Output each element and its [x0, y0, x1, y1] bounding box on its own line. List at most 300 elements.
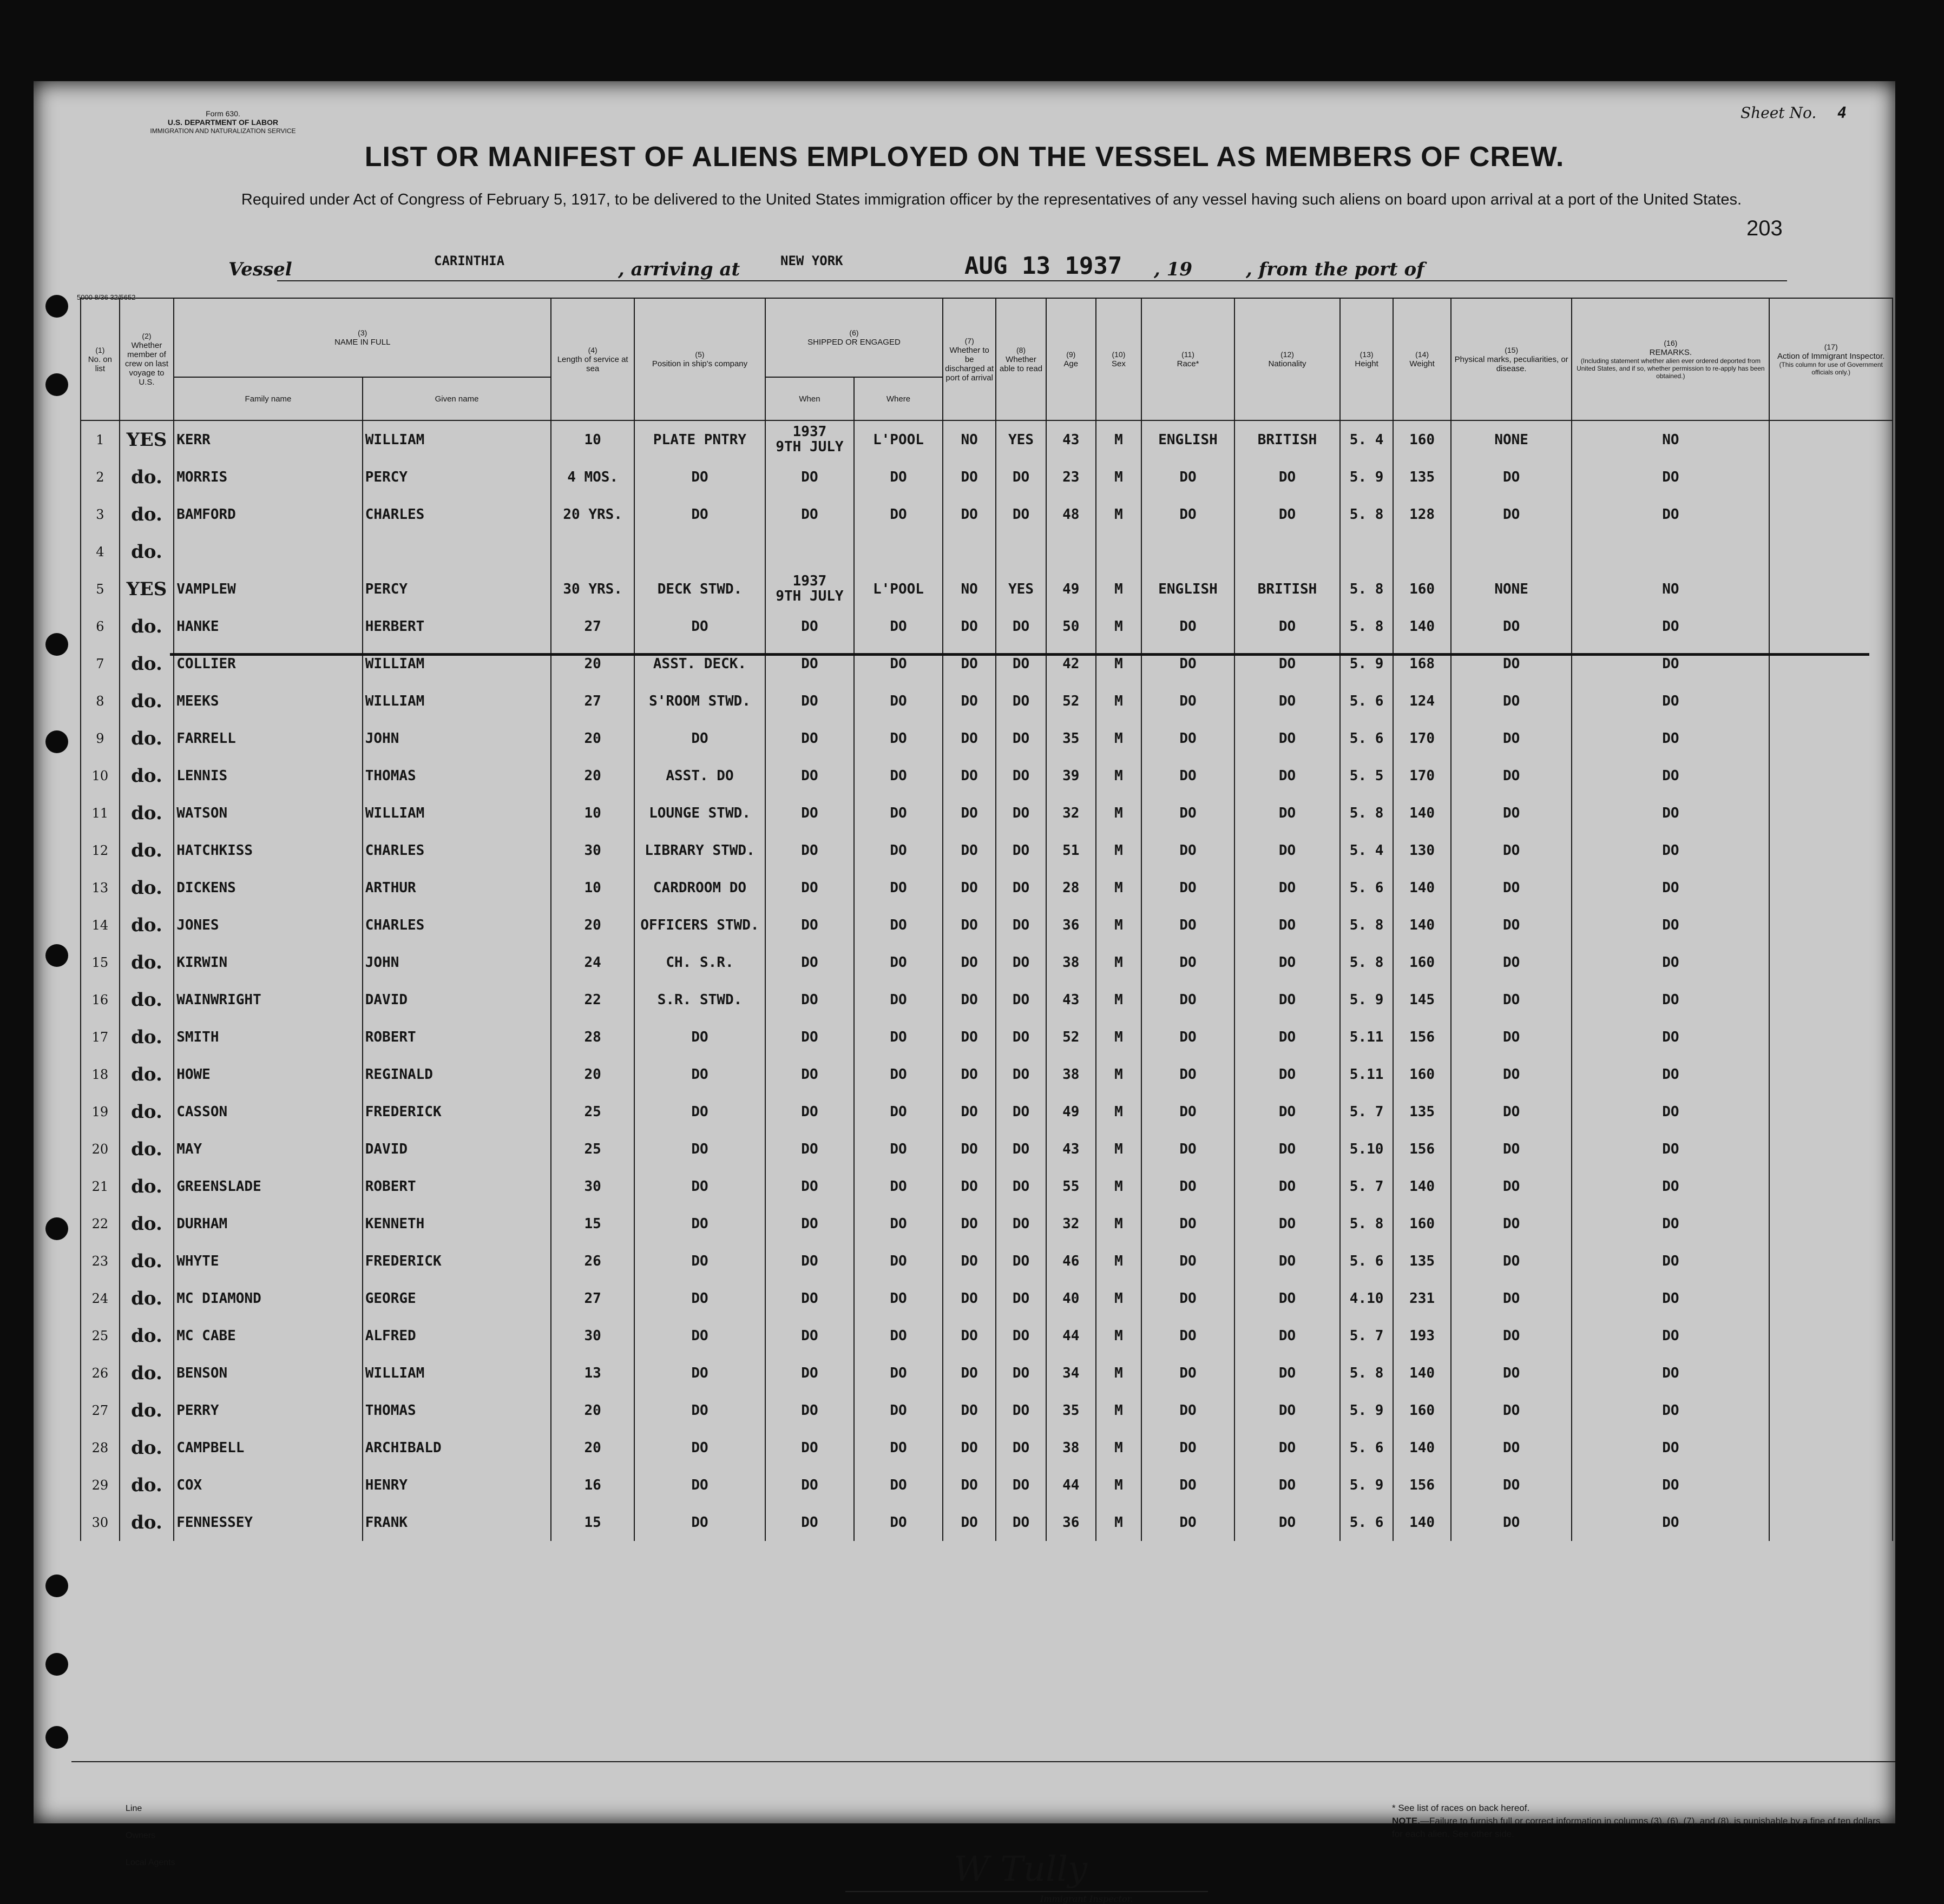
crew-last-voyage-cell: do.	[120, 1093, 174, 1130]
height-cell: 5. 8	[1340, 1205, 1393, 1242]
physical-marks-cell: DO	[1451, 1504, 1572, 1541]
row-number-cell: 4	[81, 533, 120, 570]
weight-cell: 160	[1393, 944, 1451, 981]
ship-position-cell: DO	[634, 720, 765, 757]
engaged-when-cell: DO	[765, 1392, 854, 1429]
age-cell: 51	[1046, 832, 1096, 869]
engaged-when-cell: DO	[765, 1056, 854, 1093]
able-to-read-cell: DO	[996, 981, 1046, 1018]
engaged-where-cell: DO	[854, 1280, 943, 1317]
inspector-action-cell	[1769, 608, 1893, 645]
ship-position-cell: DO	[634, 1018, 765, 1056]
height-cell: 5. 6	[1340, 1429, 1393, 1466]
discharged-at-port-cell: DO	[943, 1466, 996, 1504]
physical-marks-cell: DO	[1451, 1130, 1572, 1168]
age-cell: 34	[1046, 1354, 1096, 1392]
inspector-action-cell	[1769, 757, 1893, 794]
nationality-cell: DO	[1234, 1130, 1340, 1168]
ship-position-cell: DO	[634, 1242, 765, 1280]
weight-cell: 135	[1393, 1242, 1451, 1280]
sex-cell: M	[1096, 1056, 1141, 1093]
height-cell: 5. 8	[1340, 944, 1393, 981]
local-agents-label: Local Agents	[126, 1858, 175, 1867]
race-cell: DO	[1141, 1504, 1234, 1541]
crew-last-voyage-cell: YES	[120, 420, 174, 458]
service-length-cell: 13	[551, 1354, 634, 1392]
row-number-cell: 20	[81, 1130, 120, 1168]
ship-position-cell: DO	[634, 1280, 765, 1317]
inspector-action-cell	[1769, 458, 1893, 496]
remarks-cell: DO	[1572, 757, 1769, 794]
inspector-action-cell	[1769, 533, 1893, 570]
table-row	[81, 496, 1893, 533]
able-to-read-cell: DO	[996, 1205, 1046, 1242]
nationality-cell: DO	[1234, 1205, 1340, 1242]
engaged-where-cell: DO	[854, 1056, 943, 1093]
sheet-label: Sheet No.	[1740, 104, 1817, 122]
footer-rule	[71, 1761, 1895, 1762]
family-name-cell: WAINWRIGHT	[174, 981, 363, 1018]
engaged-when-cell: DO	[765, 608, 854, 645]
height-cell: 5. 8	[1340, 906, 1393, 944]
discharged-at-port-cell: NO	[943, 570, 996, 608]
given-name-cell: PERCY	[363, 458, 551, 496]
race-cell: DO	[1141, 1317, 1234, 1354]
weight-cell: 156	[1393, 1130, 1451, 1168]
inspector-action-cell	[1769, 1317, 1893, 1354]
sex-cell: M	[1096, 458, 1141, 496]
age-cell: 43	[1046, 981, 1096, 1018]
discharged-at-port-cell: DO	[943, 757, 996, 794]
age-cell: 28	[1046, 869, 1096, 906]
row-number-cell: 1	[81, 420, 120, 458]
discharged-at-port-cell: DO	[943, 1504, 996, 1541]
remarks-cell: DO	[1572, 1466, 1769, 1504]
row-number-cell: 30	[81, 1504, 120, 1541]
remarks-cell: DO	[1572, 608, 1769, 645]
inspector-action-cell	[1769, 570, 1893, 608]
ship-position-cell: DO	[634, 1168, 765, 1205]
inspector-action-cell	[1769, 906, 1893, 944]
row-number-cell: 24	[81, 1280, 120, 1317]
height-cell: 5. 7	[1340, 1168, 1393, 1205]
height-cell: 5. 8	[1340, 570, 1393, 608]
physical-marks-cell: DO	[1451, 1354, 1572, 1392]
manifest-sheet	[34, 81, 1895, 1904]
engaged-where-cell: DO	[854, 1392, 943, 1429]
remarks-cell: DO	[1572, 1429, 1769, 1466]
physical-marks-cell: DO	[1451, 1168, 1572, 1205]
arriving-label: , arriving at	[618, 259, 740, 280]
age-cell	[1046, 533, 1096, 570]
weight-cell: 168	[1393, 645, 1451, 682]
weight-cell: 140	[1393, 1429, 1451, 1466]
service-length-cell: 15	[551, 1205, 634, 1242]
engaged-date: 9TH JULY	[776, 588, 844, 604]
row-number-cell: 23	[81, 1242, 120, 1280]
row-number-cell: 22	[81, 1205, 120, 1242]
discharged-at-port-cell: DO	[943, 720, 996, 757]
ship-position-cell: DO	[634, 458, 765, 496]
inspector-signature: W Tully	[954, 1849, 1088, 1889]
service-length-cell: 20	[551, 906, 634, 944]
family-name-cell: JONES	[174, 906, 363, 944]
inspector-action-cell	[1769, 869, 1893, 906]
engaged-when-cell: DO	[765, 944, 854, 981]
row-number-cell: 18	[81, 1056, 120, 1093]
able-to-read-cell: DO	[996, 1168, 1046, 1205]
physical-marks-cell: DO	[1451, 1317, 1572, 1354]
engaged-where-cell: DO	[854, 1504, 943, 1541]
age-cell: 48	[1046, 496, 1096, 533]
physical-marks-cell: DO	[1451, 458, 1572, 496]
row-number-cell: 19	[81, 1093, 120, 1130]
engaged-when-cell: DO	[765, 1168, 854, 1205]
row-number-cell: 17	[81, 1018, 120, 1056]
engaged-when-cell: DO	[765, 1354, 854, 1392]
sex-cell: M	[1096, 420, 1141, 458]
nationality-cell: DO	[1234, 682, 1340, 720]
engaged-when-cell: DO	[765, 981, 854, 1018]
ship-position-cell: CARDROOM DO	[634, 869, 765, 906]
physical-marks-cell: DO	[1451, 1429, 1572, 1466]
row-number-cell: 16	[81, 981, 120, 1018]
crew-last-voyage-cell: do.	[120, 1392, 174, 1429]
engaged-where-cell: DO	[854, 944, 943, 981]
family-name-cell: WHYTE	[174, 1242, 363, 1280]
service-length-cell: 24	[551, 944, 634, 981]
vessel-rule	[277, 280, 1787, 281]
sex-cell: M	[1096, 720, 1141, 757]
engaged-where-cell: DO	[854, 1317, 943, 1354]
row-number-cell: 6	[81, 608, 120, 645]
page-title: LIST OR MANIFEST OF ALIENS EMPLOYED ON THE VESSEL AS MEMBERS OF CREW.	[364, 141, 1565, 173]
sex-cell: M	[1096, 1168, 1141, 1205]
col-position-header: (5) Position in ship's company	[634, 298, 765, 420]
engaged-when-cell: DO	[765, 1093, 854, 1130]
able-to-read-cell: DO	[996, 720, 1046, 757]
given-name-cell: WILLIAM	[363, 420, 551, 458]
remarks-cell: DO	[1572, 869, 1769, 906]
table-row	[81, 1392, 1893, 1429]
sex-cell: M	[1096, 645, 1141, 682]
service-length-cell: 25	[551, 1130, 634, 1168]
height-cell: 5. 8	[1340, 1354, 1393, 1392]
engaged-where-cell: DO	[854, 981, 943, 1018]
remarks-cell: DO	[1572, 720, 1769, 757]
sex-cell: M	[1096, 1018, 1141, 1056]
engaged-year: 1937	[792, 572, 827, 589]
family-name-cell: BENSON	[174, 1354, 363, 1392]
service-length-cell: 10	[551, 420, 634, 458]
weight-cell: 128	[1393, 496, 1451, 533]
table-row	[81, 1317, 1893, 1354]
race-cell: DO	[1141, 794, 1234, 832]
age-cell: 49	[1046, 570, 1096, 608]
discharged-at-port-cell: DO	[943, 832, 996, 869]
family-name-cell: WATSON	[174, 794, 363, 832]
inspector-action-cell	[1769, 1466, 1893, 1504]
sex-cell: M	[1096, 1205, 1141, 1242]
engaged-where-cell: DO	[854, 645, 943, 682]
age-cell: 36	[1046, 906, 1096, 944]
crew-last-voyage-cell: do.	[120, 981, 174, 1018]
given-name-cell: REGINALD	[363, 1056, 551, 1093]
family-name-cell	[174, 533, 363, 570]
height-cell: 5.11	[1340, 1018, 1393, 1056]
physical-marks-cell: DO	[1451, 1242, 1572, 1280]
given-name-cell: PERCY	[363, 570, 551, 608]
family-name-cell: HOWE	[174, 1056, 363, 1093]
given-name-cell: ROBERT	[363, 1168, 551, 1205]
sex-cell	[1096, 533, 1141, 570]
discharged-at-port-cell: DO	[943, 1168, 996, 1205]
sheet-number: 4	[1837, 104, 1847, 122]
family-name-cell: CAMPBELL	[174, 1429, 363, 1466]
ship-position-cell: DO	[634, 1093, 765, 1130]
given-name-cell: FRANK	[363, 1504, 551, 1541]
remarks-cell: DO	[1572, 1093, 1769, 1130]
able-to-read-cell: DO	[996, 794, 1046, 832]
page-subtitle: Required under Act of Congress of February 5, 1917, to be delivered to the United States immigration officer by the representatives of any vessel having such aliens on board upon arrival at a port of the United States.	[241, 191, 1742, 208]
given-name-cell: HENRY	[363, 1466, 551, 1504]
inspector-action-cell	[1769, 1242, 1893, 1280]
inspector-action-cell	[1769, 1392, 1893, 1429]
physical-marks-cell: DO	[1451, 1018, 1572, 1056]
nationality-cell	[1234, 533, 1340, 570]
age-cell: 32	[1046, 1205, 1096, 1242]
table-row	[81, 1466, 1893, 1504]
engaged-when-cell: DO	[765, 458, 854, 496]
row-number-cell: 28	[81, 1429, 120, 1466]
age-cell: 44	[1046, 1317, 1096, 1354]
given-name-cell: CHARLES	[363, 832, 551, 869]
physical-marks-cell: DO	[1451, 496, 1572, 533]
nationality-cell: DO	[1234, 1280, 1340, 1317]
engaged-where-cell: DO	[854, 832, 943, 869]
discharged-at-port-cell: DO	[943, 1056, 996, 1093]
crew-last-voyage-cell: do.	[120, 1205, 174, 1242]
service-length-cell: 15	[551, 1504, 634, 1541]
engaged-where-cell: DO	[854, 869, 943, 906]
engaged-when-cell: DO	[765, 682, 854, 720]
date-stamp: AUG 13 1937	[964, 252, 1122, 280]
race-cell: DO	[1141, 496, 1234, 533]
engaged-where-cell: DO	[854, 1168, 943, 1205]
discharged-at-port-cell: DO	[943, 645, 996, 682]
service-length-cell: 10	[551, 794, 634, 832]
inspector-action-cell	[1769, 1205, 1893, 1242]
races-note: * See list of races on back hereof.	[1392, 1803, 1530, 1813]
given-name-cell: THOMAS	[363, 1392, 551, 1429]
physical-marks-cell: DO	[1451, 906, 1572, 944]
col-race-header: (11) Race*	[1141, 298, 1234, 420]
strike-through-line	[170, 653, 1869, 656]
table-row	[81, 1130, 1893, 1168]
age-cell: 44	[1046, 1466, 1096, 1504]
nationality-cell: DO	[1234, 1466, 1340, 1504]
engaged-where-cell: DO	[854, 1242, 943, 1280]
discharged-at-port-cell: DO	[943, 981, 996, 1018]
nationality-cell: DO	[1234, 458, 1340, 496]
ship-position-cell: PLATE PNTRY	[634, 420, 765, 458]
discharged-at-port-cell: DO	[943, 1317, 996, 1354]
able-to-read-cell: DO	[996, 1504, 1046, 1541]
binder-hole	[45, 1653, 68, 1676]
engaged-when-cell: DO	[765, 1018, 854, 1056]
print-code: 5000 8/36 32/5652	[77, 293, 136, 301]
race-cell: DO	[1141, 1466, 1234, 1504]
family-name-cell: PERRY	[174, 1392, 363, 1429]
weight-cell: 135	[1393, 1093, 1451, 1130]
weight-cell	[1393, 533, 1451, 570]
binder-hole	[45, 373, 68, 396]
nationality-cell: DO	[1234, 496, 1340, 533]
col-name-header: (3) NAME IN FULL	[174, 298, 551, 377]
engaged-when-cell: DO	[765, 869, 854, 906]
row-number-cell: 12	[81, 832, 120, 869]
ship-position-cell: DO	[634, 1429, 765, 1466]
discharged-at-port-cell: NO	[943, 420, 996, 458]
row-number-cell: 25	[81, 1317, 120, 1354]
service-length-cell: 28	[551, 1018, 634, 1056]
able-to-read-cell: YES	[996, 420, 1046, 458]
table-row	[81, 794, 1893, 832]
race-cell: DO	[1141, 720, 1234, 757]
row-number-cell: 5	[81, 570, 120, 608]
physical-marks-cell: NONE	[1451, 420, 1572, 458]
age-cell: 38	[1046, 944, 1096, 981]
crew-last-voyage-cell: do.	[120, 1504, 174, 1541]
engaged-where-cell: L'POOL	[854, 570, 943, 608]
discharged-at-port-cell: DO	[943, 1354, 996, 1392]
sex-cell: M	[1096, 496, 1141, 533]
inspector-action-cell	[1769, 1354, 1893, 1392]
engaged-where-cell: DO	[854, 458, 943, 496]
family-name-cell: KERR	[174, 420, 363, 458]
inspector-action-cell	[1769, 1504, 1893, 1541]
engaged-when-cell: DO	[765, 645, 854, 682]
given-name-cell: WILLIAM	[363, 794, 551, 832]
table-row	[81, 1280, 1893, 1317]
remarks-cell: DO	[1572, 1504, 1769, 1541]
remarks-cell: DO	[1572, 496, 1769, 533]
physical-marks-cell: DO	[1451, 869, 1572, 906]
height-cell: 5. 7	[1340, 1093, 1393, 1130]
discharged-at-port-cell: DO	[943, 1429, 996, 1466]
service-length-cell: 27	[551, 608, 634, 645]
discharged-at-port-cell: DO	[943, 1242, 996, 1280]
inspector-action-cell	[1769, 1018, 1893, 1056]
weight-cell: 145	[1393, 981, 1451, 1018]
ship-position-cell: DO	[634, 1466, 765, 1504]
department: U.S. DEPARTMENT OF LABOR	[167, 118, 279, 127]
race-cell: DO	[1141, 906, 1234, 944]
crew-last-voyage-cell: do.	[120, 1018, 174, 1056]
discharged-at-port-cell: DO	[943, 496, 996, 533]
nationality-cell: DO	[1234, 1018, 1340, 1056]
crew-last-voyage-cell: do.	[120, 1429, 174, 1466]
row-number-cell: 21	[81, 1168, 120, 1205]
height-cell: 5. 9	[1340, 645, 1393, 682]
remarks-cell: DO	[1572, 1205, 1769, 1242]
age-cell: 39	[1046, 757, 1096, 794]
col-given-header: Given name	[363, 377, 551, 420]
nationality-cell: DO	[1234, 608, 1340, 645]
given-name-cell: CHARLES	[363, 496, 551, 533]
weight-cell: 160	[1393, 1056, 1451, 1093]
vessel-line	[228, 253, 1787, 286]
able-to-read-cell: DO	[996, 906, 1046, 944]
service-length-cell: 20	[551, 645, 634, 682]
physical-marks-cell: DO	[1451, 1392, 1572, 1429]
physical-marks-cell: DO	[1451, 1280, 1572, 1317]
engaged-where-cell: DO	[854, 1093, 943, 1130]
table-row	[81, 570, 1893, 608]
inspector-action-cell	[1769, 496, 1893, 533]
crew-last-voyage-cell: do.	[120, 1242, 174, 1280]
engaged-when-cell: DO	[765, 1317, 854, 1354]
service-length-cell: 27	[551, 1280, 634, 1317]
col-discharged-header: (7) Whether to be discharged at port of arrival	[943, 298, 996, 420]
given-name-cell: ARCHIBALD	[363, 1429, 551, 1466]
remarks-cell: DO	[1572, 1056, 1769, 1093]
engaged-when-cell	[765, 420, 854, 458]
discharged-at-port-cell: DO	[943, 944, 996, 981]
service-length-cell: 4 MOS.	[551, 458, 634, 496]
table-row	[81, 1242, 1893, 1280]
height-cell: 5.11	[1340, 1056, 1393, 1093]
table-row	[81, 869, 1893, 906]
owners-label: Owners	[126, 1831, 156, 1840]
col-sex-header: (10) Sex	[1096, 298, 1141, 420]
page-number: 203	[1746, 216, 1783, 240]
weight-cell: 160	[1393, 1205, 1451, 1242]
crew-last-voyage-cell: do.	[120, 832, 174, 869]
service-length-cell: 25	[551, 1093, 634, 1130]
crew-last-voyage-cell: do.	[120, 1466, 174, 1504]
row-number-cell: 14	[81, 906, 120, 944]
height-cell: 5. 9	[1340, 458, 1393, 496]
sex-cell: M	[1096, 1093, 1141, 1130]
engaged-where-cell	[854, 533, 943, 570]
row-number-cell: 13	[81, 869, 120, 906]
race-cell: DO	[1141, 1205, 1234, 1242]
discharged-at-port-cell: DO	[943, 1093, 996, 1130]
note-text: —Failure to furnish full or correct information in columns (3), (6), (7), and (8), is punishable by a fine of ten dollars for each alien. See other side.	[1392, 1816, 1881, 1839]
crew-last-voyage-cell: do.	[120, 1317, 174, 1354]
race-cell: ENGLISH	[1141, 420, 1234, 458]
able-to-read-cell: DO	[996, 1354, 1046, 1392]
given-name-cell: KENNETH	[363, 1205, 551, 1242]
col-family-header: Family name	[174, 377, 363, 420]
weight-cell: 231	[1393, 1280, 1451, 1317]
row-number-cell: 9	[81, 720, 120, 757]
table-row	[81, 981, 1893, 1018]
nationality-cell: DO	[1234, 981, 1340, 1018]
engaged-when-cell: DO	[765, 720, 854, 757]
discharged-at-port-cell: DO	[943, 1205, 996, 1242]
remarks-cell: DO	[1572, 794, 1769, 832]
inspector-action-cell	[1769, 1056, 1893, 1093]
inspector-action-cell	[1769, 832, 1893, 869]
family-name-cell: HATCHKISS	[174, 832, 363, 869]
family-name-cell: COLLIER	[174, 645, 363, 682]
remarks-cell: DO	[1572, 682, 1769, 720]
remarks-cell: DO	[1572, 1018, 1769, 1056]
binder-hole	[45, 1574, 68, 1597]
crew-last-voyage-cell: do.	[120, 794, 174, 832]
